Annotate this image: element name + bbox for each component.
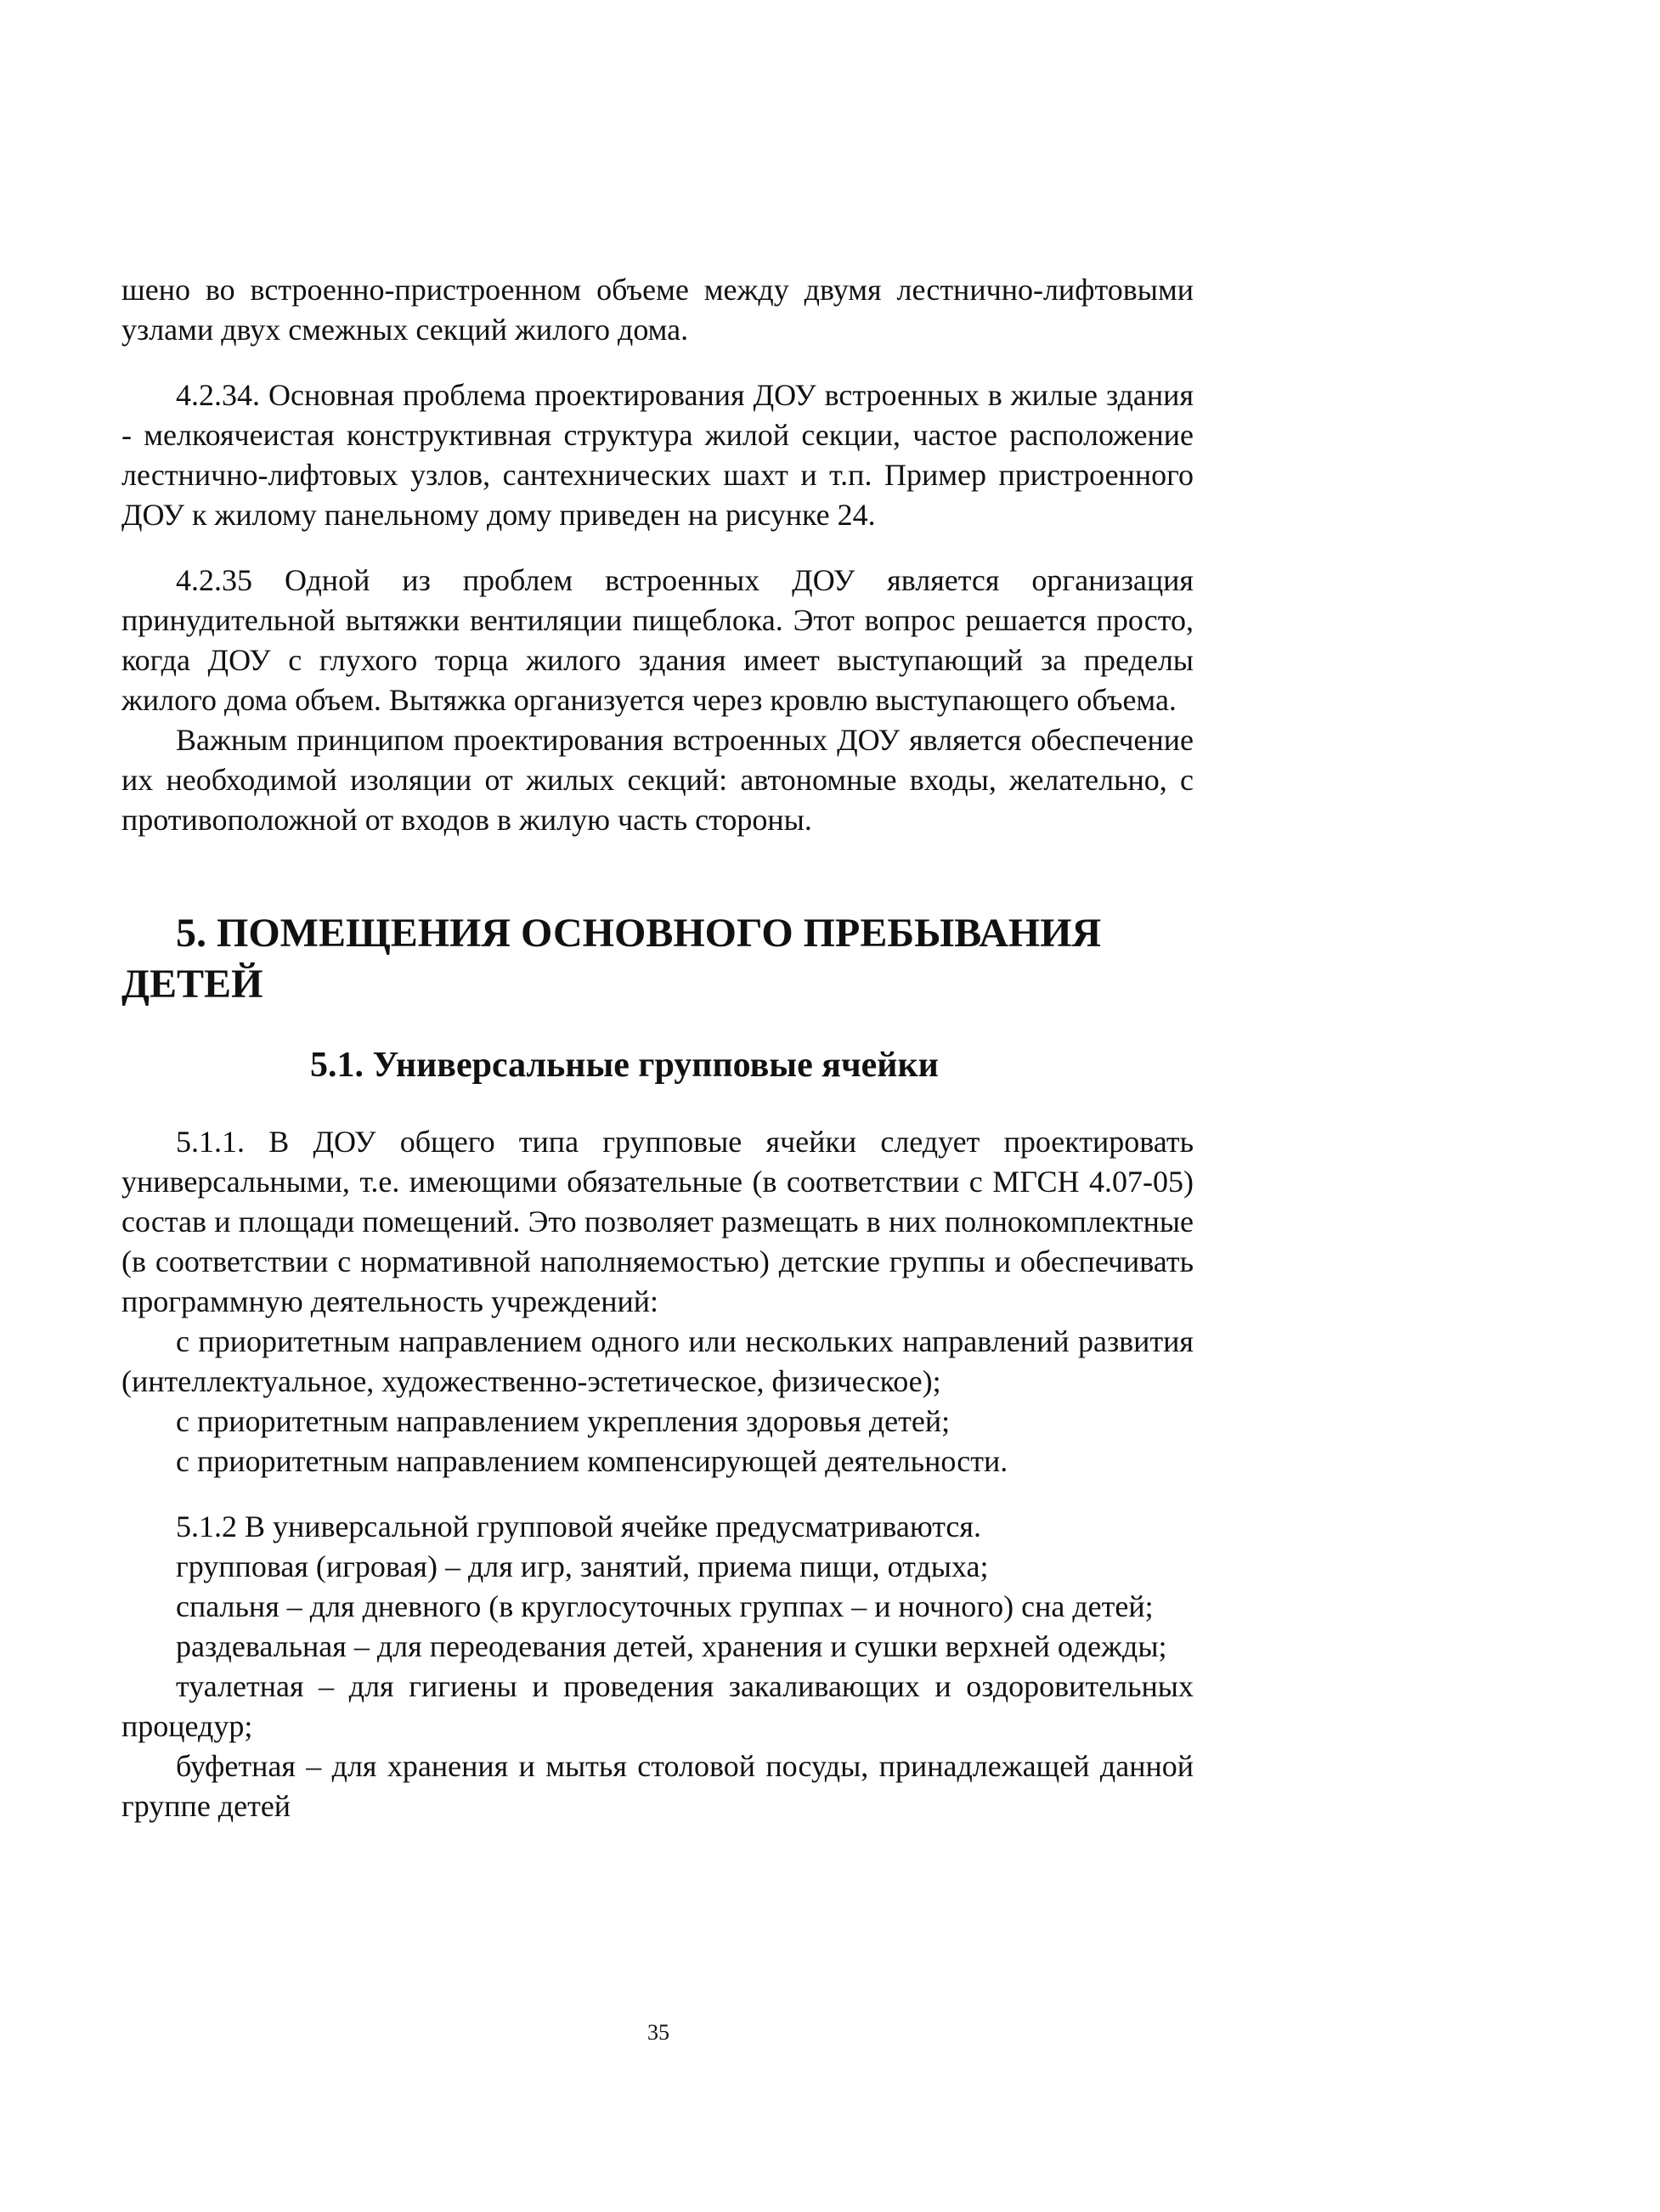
- paragraph-4-2-35: 4.2.35 Одной из проблем встроенных ДОУ является организация принудительной вытяжки вентиляции пищеблока. Этот вопрос решается просто, когда ДОУ с глухого торца жилого здания имеет выступающий за пределы жилого дома объем. Вытяжка организуется через кровлю выступающего объема.: [121, 563, 1194, 717]
- paragraph-5-1-2: 5.1.2 В универсальной групповой ячейке предусматриваются.: [176, 1509, 981, 1543]
- section-heading: 5.1. Универсальные групповые ячейки: [310, 1046, 939, 1085]
- paragraph-isolation-principle: Важным принципом проектирования встроенных ДОУ является обеспечение их необходимой изоляции от жилых секций: автономные входы, желательно, с противоположной от входов в жилую часть стороны.: [121, 723, 1194, 837]
- paragraph-4-2-34: 4.2.34. Основная проблема проектирования ДОУ встроенных в жилые здания - мелкоячеистая конструктивная структура жилой секции, частое расположение лестнично-лифтовых узлов, сантехнических шахт и т.п. Пример пристроенного ДОУ к жилому панельному дому приведен на рисунке 24.: [121, 378, 1194, 532]
- list-item: раздевальная – для переодевания детей, хранения и сушки верхней одежды;: [176, 1629, 1167, 1663]
- document-body: [121, 270, 1194, 1826]
- page-number: 35: [647, 2020, 669, 2045]
- list-item: с приоритетным направлением укрепления здоровья детей;: [176, 1404, 951, 1438]
- list-item: буфетная – для хранения и мытья столовой посуды, принадлежащей данной группе детей: [121, 1749, 1194, 1823]
- list-item: туалетная – для гигиены и проведения закаливающих и оздоровительных процедур;: [121, 1669, 1194, 1743]
- chapter-heading: 5. ПОМЕЩЕНИЯ ОСНОВНОГО ПРЕБЫВАНИЯ ДЕТЕЙ: [121, 911, 1102, 1007]
- list-item: с приоритетным направлением компенсирующей деятельности.: [176, 1444, 1008, 1478]
- list-item: с приоритетным направлением одного или нескольких направлений развития (интеллектуальное, художественно-эстетическое, физическое);: [121, 1324, 1194, 1398]
- list-item: групповая (игровая) – для игр, занятий, приема пищи, отдыха;: [176, 1549, 989, 1583]
- continuation-paragraph: шено во встроенно-пристроенном объеме между двумя лестнично-лифтовыми узлами двух смежных секций жилого дома.: [121, 273, 1194, 347]
- list-item: спальня – для дневного (в круглосуточных группах – и ночного) сна детей;: [176, 1589, 1154, 1623]
- paragraph-5-1-1: 5.1.1. В ДОУ общего типа групповые ячейки следует проектировать универсальными, т.е. имеющими обязательные (в соответствии с МГСН 4.07-05) состав и площади помещений. Это позволяет размещать в них полнокомплектные (в соответствии с нормативной наполняемостью) детские группы и обеспечивать программную деятельность учреждений:: [121, 1125, 1194, 1318]
